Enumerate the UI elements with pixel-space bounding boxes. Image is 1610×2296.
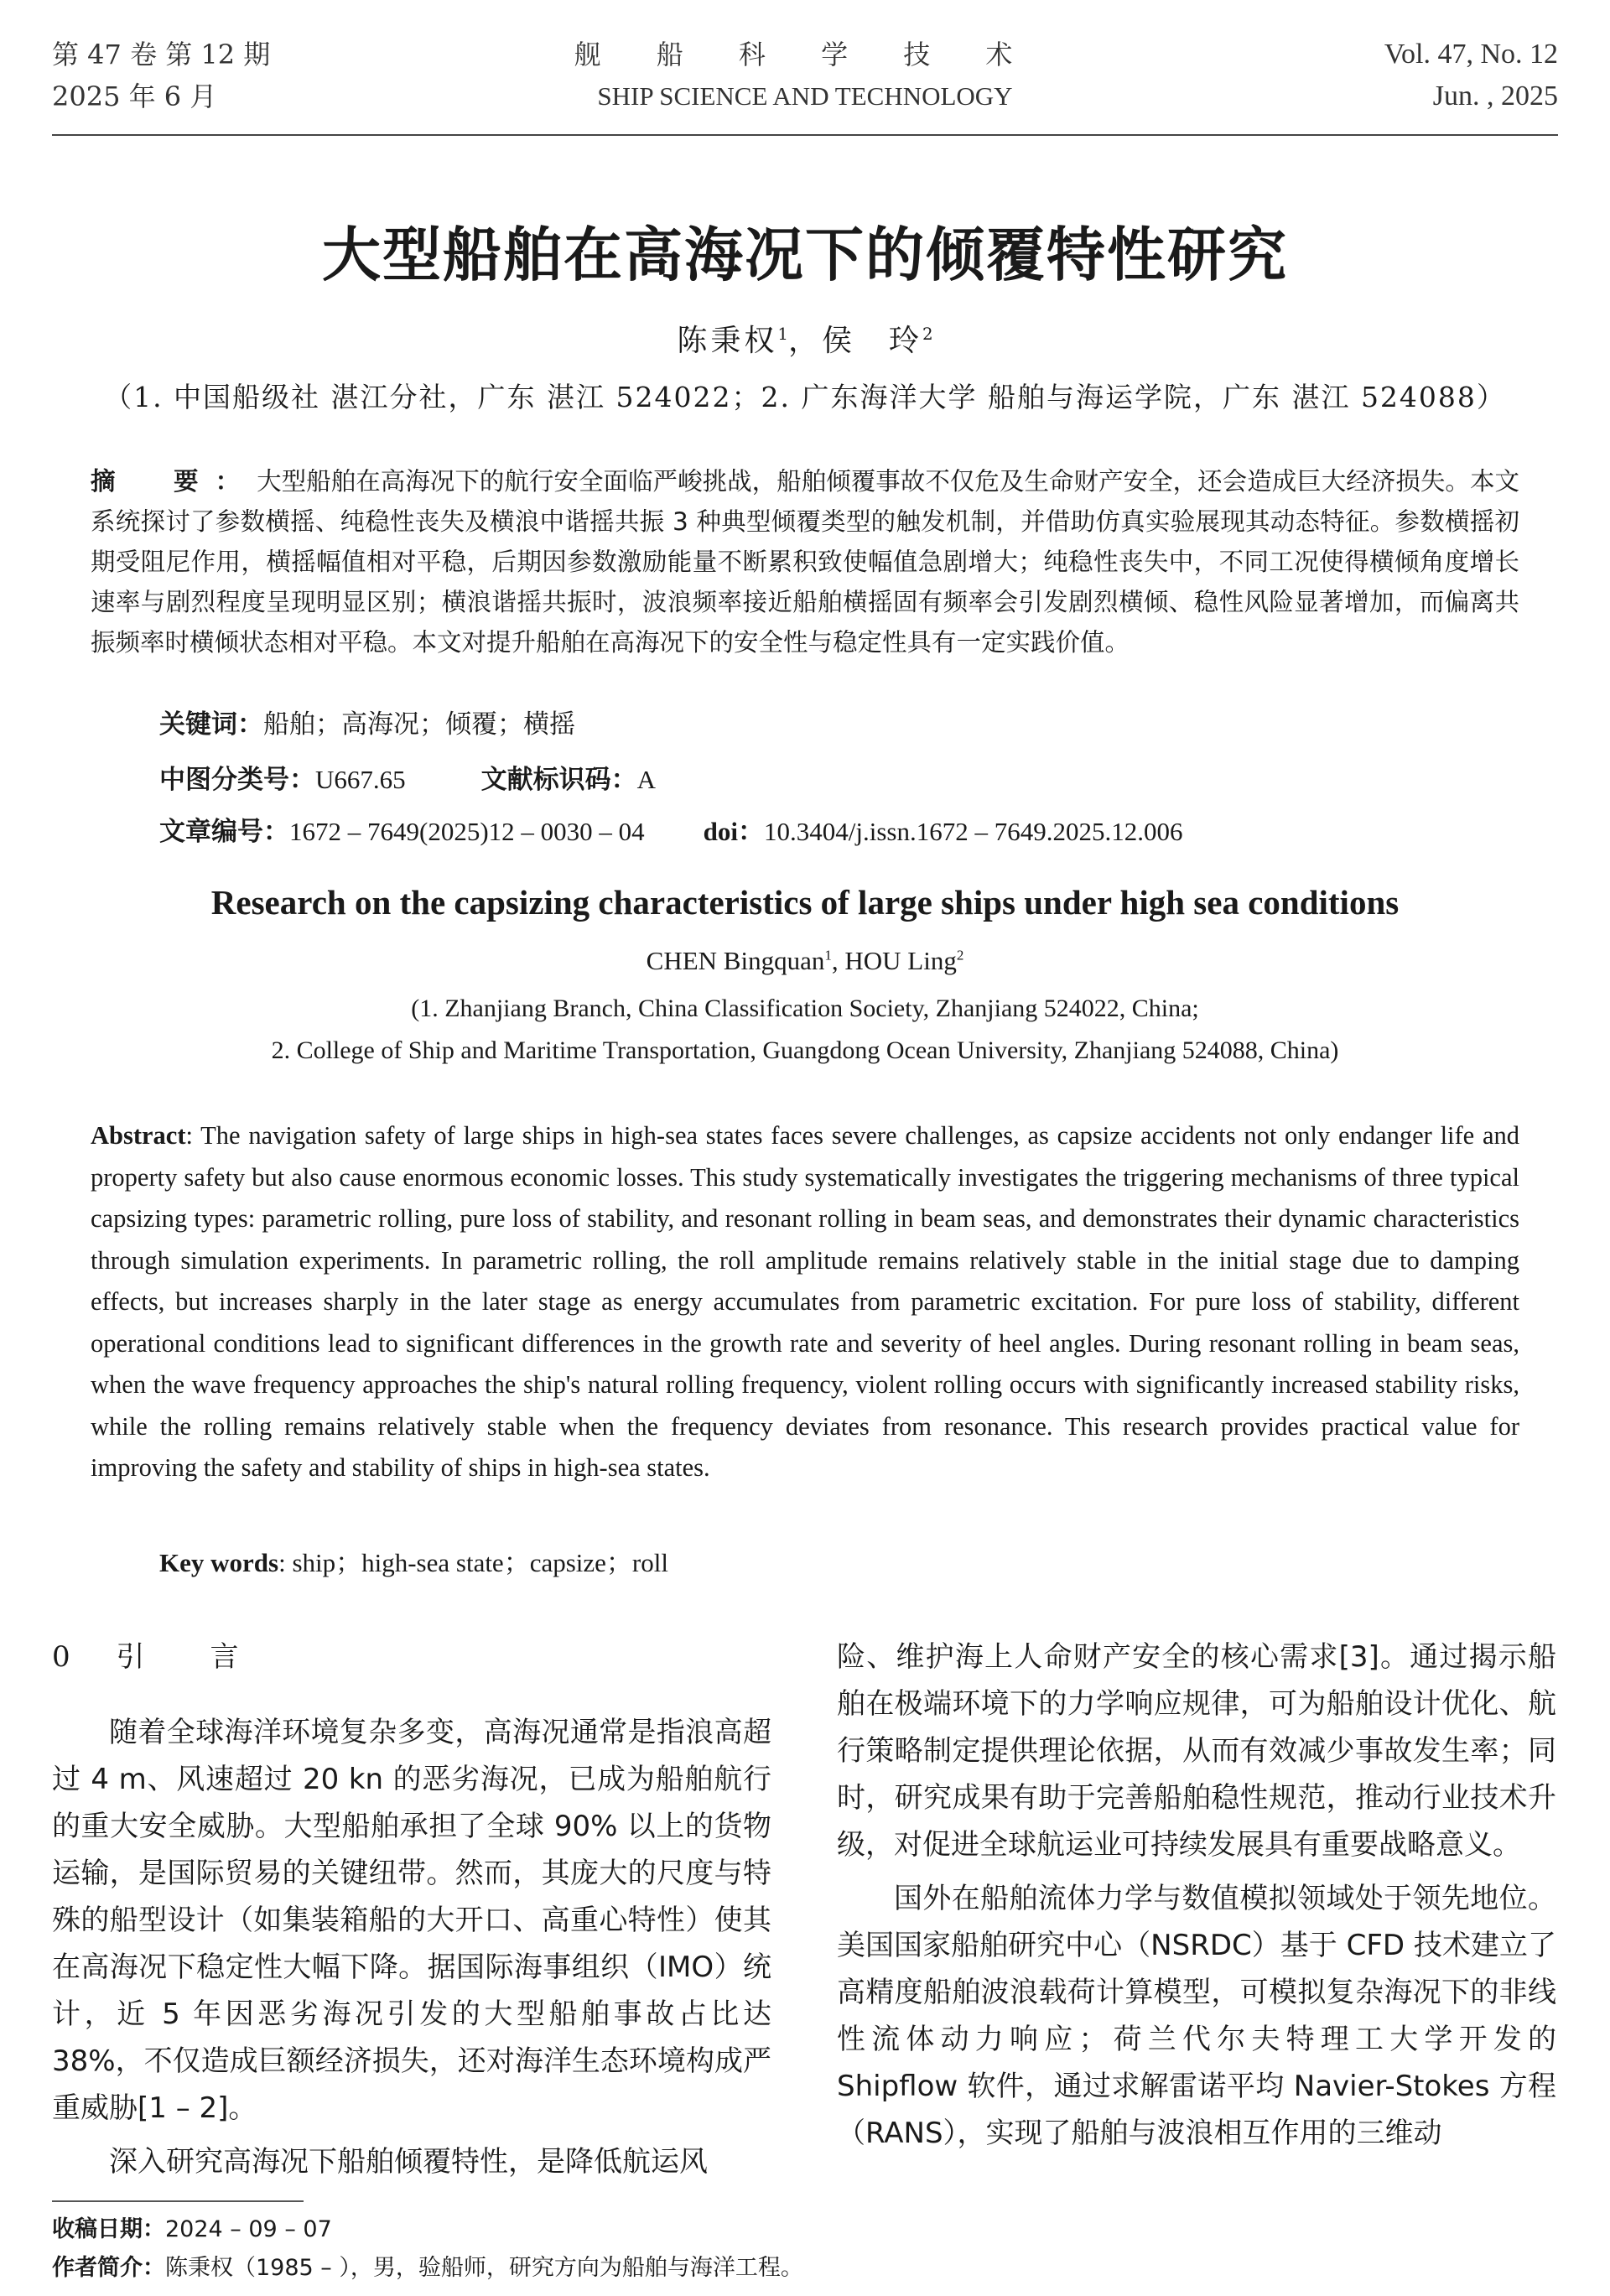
keywords-cn-value: 船舶；高海况；倾覆；横摇 bbox=[263, 709, 575, 740]
header-center bbox=[52, 34, 1558, 117]
page-header bbox=[52, 34, 1558, 117]
doc-code-label: 文献标识码： bbox=[480, 765, 637, 795]
received-value: 2024 – 09 – 07 bbox=[165, 2216, 332, 2242]
author-2-affil-mark: 2 bbox=[922, 325, 933, 344]
footnote-author-bio bbox=[52, 2249, 803, 2282]
article-no-label: 文章编号： bbox=[159, 817, 289, 847]
abstract-en-text: : The navigation safety of large ships in high-sea states faces severe challenges, as capsize accidents not only endanger life and property safety but also cause enormous economic losses. This study systematically investigates the triggering mechanisms of three typical capsizing types: parametric rolling, pure loss of stability, and resonant rolling in beam seas, and demonstrates their dynamic characteristics through simulation experiments. In parametric rolling, the roll amplitude remains relatively stable in the initial stage due to damping effects, but increases sharply in the later stage as energy accumulates from parametric excitation. For pure loss of stability, different operational conditions lead to significant differences in the growth rate and severity of heel angles. During resonant rolling in beam seas, when the wave frequency approaches the ship's natural rolling frequency, violent rolling occurs with significantly increased stability risks, while the rolling remains relatively stable when the frequency deviates from resonance. This research provides practical value for improving the safety and stability of ships in high-sea states. bbox=[91, 1121, 1519, 1482]
author-2-cn: 侯 玲 bbox=[822, 324, 923, 358]
affiliation-cn: （1. 中国船级社 湛江分社，广东 湛江 524022；2. 广东海洋大学 船舶与海运学院，广东 湛江 524088） bbox=[104, 381, 1506, 413]
footnote-divider bbox=[52, 2200, 304, 2202]
author-separator: ， bbox=[787, 324, 822, 358]
header-right bbox=[1384, 34, 1558, 117]
received-label: 收稿日期： bbox=[52, 2216, 165, 2242]
paper-title-cn: 大型船舶在高海况下的倾覆特性研究 bbox=[322, 221, 1288, 289]
clc-value: U667.65 bbox=[315, 765, 406, 794]
authors-cn bbox=[0, 317, 1610, 360]
doi-label: doi： bbox=[703, 817, 765, 846]
date-cn: 2025 年 6 月 bbox=[52, 81, 217, 112]
body-paragraph: 险、维护海上人命财产安全的核心需求[3]。通过揭示船舶在极端环境下的力学响应规律，可为船舶设计优化、航行策略制定提供理论依据，从而有效减少事故发生率；同时，研究成果有助于完善船舶稳性规范，推动行业技术升级，对促进全球航运业可持续发展具有重要战略意义。 bbox=[837, 1640, 1556, 1862]
journal-name-en: SHIP SCIENCE AND TECHNOLOGY bbox=[597, 81, 1013, 111]
footnote-received bbox=[52, 2210, 332, 2243]
header-divider bbox=[52, 134, 1558, 136]
author-1-en-affil-mark: 1 bbox=[824, 947, 832, 964]
author-1-en: CHEN Bingquan bbox=[646, 946, 825, 975]
keywords-cn-label: 关键词： bbox=[159, 709, 263, 740]
author-en-separator: , bbox=[831, 946, 845, 975]
abstract-cn-text: 大型船舶在高海况下的航行安全面临严峻挑战，船舶倾覆事故不仅危及生命财产安全，还会造成巨大经济损失。本文系统探讨了参数横摇、纯稳性丧失及横浪中谐摇共振 3 种典型倾覆类型的触发机制，并借助仿真实验展现其动态特征。参数横摇初期受阻尼作用，横摇幅值相对平稳，后期因参数激励能量不断累积致使幅值急剧增大；纯稳性丧失中，不同工况使得横倾角度增长速率与剧烈程度呈现明显区别；横浪谐摇共振时，波浪频率接近船舶横摇固有频率会引发剧烈横倾、稳性风险显著增加，而偏离共振频率时横倾状态相对平稳。本文对提升船舶在高海况下的安全性与稳定性具有一定实践价值。 bbox=[91, 467, 1519, 657]
authors-en bbox=[0, 946, 1610, 976]
doi-value: 10.3404/j.issn.1672 – 7649.2025.12.006 bbox=[764, 817, 1183, 846]
body-paragraph: 国外在船舶流体力学与数值模拟领域处于领先地位。美国国家船舶研究中心（NSRDC）基于 CFD 技术建立了高精度船舶波浪载荷计算模型，可模拟复杂海况下的非线性流体动力响应；荷兰代尔夫特理工大学开发的 Shipflow 软件，通过求解雷诺平均 Navier-Stokes 方程（RANS），实现了船舶与波浪相互作用的三维动 bbox=[837, 1882, 1556, 2150]
affiliation-en-2: 2. College of Ship and Maritime Transportation, Guangdong Ocean University, Zhanjiang 524088, China) bbox=[271, 1036, 1339, 1064]
volume-issue-en: Vol. 47, No. 12 bbox=[1384, 39, 1558, 70]
author-bio-value: 陈秉权（1985 – ），男，验船师，研究方向为船舶与海洋工程。 bbox=[165, 2255, 803, 2281]
author-2-en-affil-mark: 2 bbox=[956, 947, 964, 964]
volume-issue-cn: 第 47 卷 第 12 期 bbox=[52, 39, 271, 70]
paper-title-en: Research on the capsizing characteristics of large ships under high sea conditions bbox=[210, 883, 1400, 922]
keywords-en-label: Key words bbox=[159, 1548, 279, 1577]
keywords-en bbox=[159, 1541, 668, 1579]
abstract-cn bbox=[91, 461, 1519, 662]
author-1-cn: 陈秉权 bbox=[677, 324, 778, 358]
clc-label: 中图分类号： bbox=[159, 765, 315, 795]
keywords-cn bbox=[159, 703, 575, 740]
author-bio-label: 作者简介： bbox=[52, 2255, 165, 2281]
body-paragraph: 深入研究高海况下船舶倾覆特性，是降低航运风 bbox=[109, 2145, 708, 2179]
affiliation-en-1: (1. Zhanjiang Branch, China Classification Society, Zhanjiang 524022, China; bbox=[411, 995, 1199, 1022]
author-2-en: HOU Ling bbox=[844, 946, 957, 975]
section-heading bbox=[52, 1634, 771, 1684]
section-number: 0 bbox=[52, 1640, 89, 1674]
body-column-right bbox=[837, 1634, 1556, 2164]
doc-code-value: A bbox=[636, 765, 657, 794]
journal-name-cn: 舰 船 科 学 技 术 bbox=[574, 39, 1036, 70]
author-1-affil-mark: 1 bbox=[777, 325, 788, 344]
abstract-en bbox=[91, 1115, 1519, 1489]
body-paragraph: 随着全球海洋环境复杂多变，高海况通常是指浪高超过 4 m、风速超过 20 kn 的恶劣海况，已成为船舶航行的重大安全威胁。大型船舶承担了全球 90% 以上的货物运输，是国际贸易的关键纽带。然而，其庞大的尺度与特殊的船型设计（如集装箱船的大开口、高重心特性）使其在高海况下稳定性大幅下降。据国际海事组织（IMO）统计，近 5 年因恶劣海况引发的大型船舶事故占比达 38%，不仅造成巨额经济损失，还对海洋生态环境构成严重威胁[1 – 2]。 bbox=[52, 1716, 771, 2125]
article-no-value: 1672 – 7649(2025)12 – 0030 – 04 bbox=[289, 817, 645, 846]
abstract-cn-label: 摘 要： bbox=[91, 467, 257, 496]
keywords-en-value: : ship；high-sea state；capsize；roll bbox=[278, 1548, 668, 1577]
classification-line bbox=[159, 758, 656, 796]
date-en: Jun. , 2025 bbox=[1432, 81, 1558, 112]
article-number-line bbox=[159, 810, 1182, 848]
body-column-left bbox=[52, 1634, 771, 2192]
section-title: 引 言 bbox=[116, 1640, 257, 1674]
abstract-en-label: Abstract bbox=[91, 1121, 186, 1150]
